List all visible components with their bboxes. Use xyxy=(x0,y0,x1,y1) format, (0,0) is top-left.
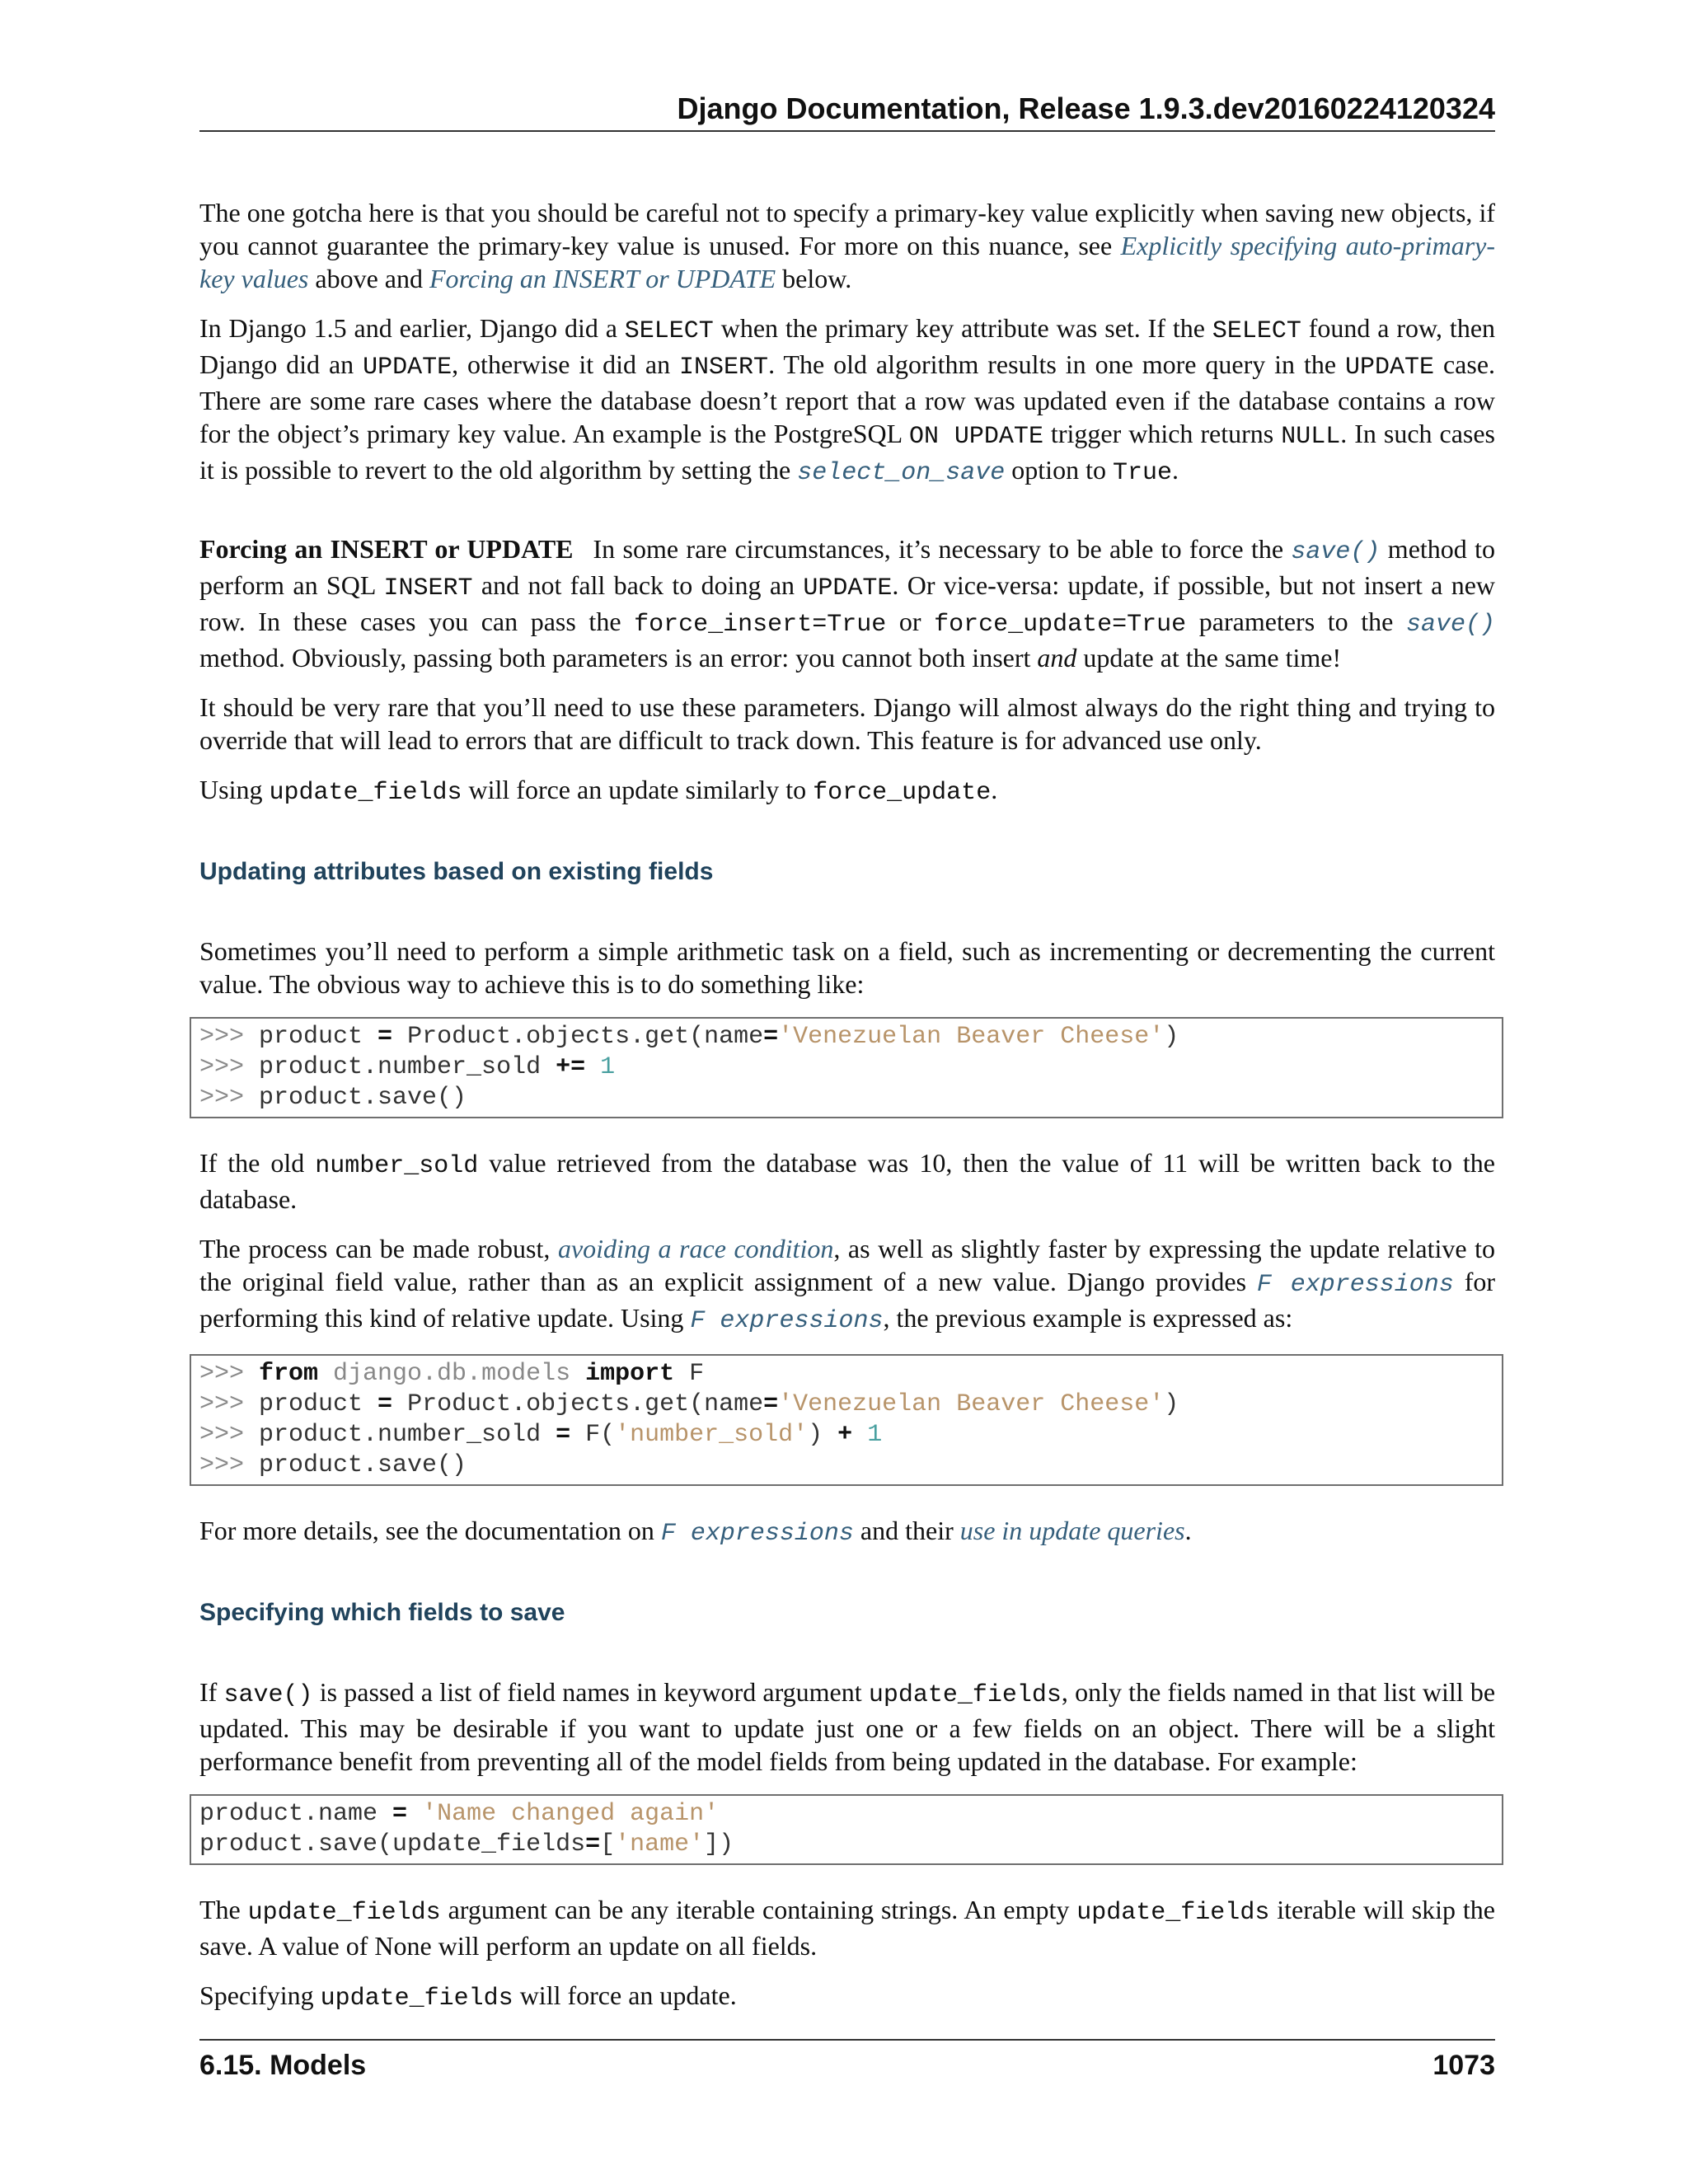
code-block-f-expression: >>> from django.db.models import F >>> product = Product.objects.get(name='Venezuelan Beaver Cheese') >>> product.number_sold = F('number_sold') + 1 >>> product.save() xyxy=(190,1354,1503,1486)
footer-section: 6.15. Models xyxy=(199,2050,367,2081)
inline-code: True xyxy=(1112,459,1172,487)
inline-code: update_fields xyxy=(868,1681,1062,1709)
inline-code: INSERT xyxy=(679,354,769,382)
link-update-queries[interactable]: use in update queries xyxy=(959,1516,1185,1545)
code-block-increment: >>> product = Product.objects.get(name='Venezuelan Beaver Cheese') >>> product.number_sold += 1 >>> product.save() xyxy=(190,1017,1503,1118)
link-save-method[interactable]: save() xyxy=(1291,538,1381,566)
link-forcing-insert-update[interactable]: Forcing an INSERT or UPDATE xyxy=(429,264,776,293)
inline-code: UPDATE xyxy=(363,354,452,382)
paragraph-specifying-update-fields: Specifying update_fields will force an update. xyxy=(199,1980,737,2013)
paragraph-django-15-select: In Django 1.5 and earlier, Django did a SELECT when the primary key attribute was set. If the SELECT found a row, then Django did an UPDATE, otherwise it did an INSERT. The old algorithm results in one more query in the UPDATE case. There are some rare cases where the database doesn’t report that a row was updated even if the database contains a row for the object’s primary key value. An example is the PostgreSQL ON UPDATE trigger which returns NULL. In such cases it is possible to revert to the old algorithm by setting the select_on_save option to True. xyxy=(199,313,1496,487)
inline-code: update_fields xyxy=(269,779,462,807)
link-select-on-save[interactable]: select_on_save xyxy=(797,459,1006,487)
inline-code: UPDATE xyxy=(803,574,893,602)
inline-code: update_fields xyxy=(320,1985,513,2013)
paragraph-number-sold: If the old number_sold value retrieved from the database was 10, then the value of 11 will be written back to the database. xyxy=(199,1148,1496,1214)
page-content xyxy=(199,196,1495,2032)
footer-rule xyxy=(199,2039,1495,2041)
running-footer xyxy=(199,2047,1495,2083)
paragraph-update-fields-list: If save() is passed a list of field names in keyword argument update_fields, only the fields named in that list will be updated. This may be desirable if you want to update just one or a few fields on an object. There will be a slight performance benefit from preventing all of the model fields from being updated in the database. For example: xyxy=(199,1677,1496,1776)
inline-code: SELECT xyxy=(624,317,714,345)
inline-code: UPDATE xyxy=(1345,354,1435,382)
link-f-expressions[interactable]: F expressions xyxy=(1256,1271,1454,1299)
paragraph-rare-use: It should be very rare that you’ll need to use these parameters. Django will almost always do the right thing and trying to override that will lead to errors that are difficult to track down. This feature is for advanced use only. xyxy=(199,692,1495,755)
paragraph-arithmetic-task: Sometimes you’ll need to perform a simple arithmetic task on a field, such as incrementing or decrementing the current value. The obvious way to achieve this is to do something like: xyxy=(199,936,1495,999)
inline-code: update_fields xyxy=(247,1899,441,1927)
paragraph-update-fields-force: Using update_fields will force an update similarly to force_update. xyxy=(199,775,998,807)
paragraph-forcing-insert-update: Forcing an INSERT or UPDATE In some rare circumstances, it’s necessary to be able to force the save() method to perform an SQL INSERT and not fall back to doing an UPDATE. Or vice-versa: update, if possible, but not insert a new row. In these cases you can pass the force_insert=True or force_update=True parameters to the save() method. Obviously, passing both parameters is an error: you cannot both insert and update at the same time! xyxy=(199,534,1496,673)
paragraph-update-fields-iterable: The update_fields argument can be any iterable containing strings. An empty update_fields iterable will skip the save. A value of None will perform an update on all fields. xyxy=(199,1895,1496,1961)
link-race-condition[interactable]: avoiding a race condition xyxy=(557,1234,834,1263)
inline-code: force_insert=True xyxy=(634,611,887,639)
header-rule xyxy=(199,130,1495,132)
paragraph-more-details: For more details, see the documentation on F expressions and their use in update queries. xyxy=(199,1516,1192,1548)
inline-code: force_update xyxy=(813,779,992,807)
inline-code: update_fields xyxy=(1076,1899,1270,1927)
link-f-expressions[interactable]: F expressions xyxy=(690,1307,884,1335)
section-heading-specifying-fields: Specifying which fields to save xyxy=(199,1599,565,1626)
running-header: Django Documentation, Release 1.9.3.dev20160224120324 xyxy=(677,91,1495,125)
inline-code: NULL xyxy=(1281,423,1341,451)
inline-code: save() xyxy=(223,1681,313,1709)
inline-code: INSERT xyxy=(383,574,473,602)
section-heading-updating-attributes: Updating attributes based on existing fields xyxy=(199,858,714,885)
paragraph-primary-key-gotcha: The one gotcha here is that you should be careful not to specify a primary-key value explicitly when saving new objects, if you cannot guarantee the primary-key value is unused. For more on this nuance, see Explicitly specifying auto-primary-key values above and Forcing an INSERT or UPDATE below. xyxy=(199,198,1496,293)
link-explicit-primary-key[interactable]: Explicitly specifying auto-primary-key values xyxy=(199,231,1496,293)
inline-code: ON UPDATE xyxy=(908,423,1043,451)
inline-code: force_update=True xyxy=(934,611,1187,639)
link-save-method[interactable]: save() xyxy=(1405,611,1496,639)
link-f-expressions[interactable]: F expressions xyxy=(660,1520,854,1548)
paragraph-race-condition: The process can be made robust, avoiding a race condition, as well as slightly faster by expressing the update relative to the original field value, rather than as an explicit assignment of a new value. Django provides F expressions for performing this kind of relative update. Using F expressions, the previous example is expressed as: xyxy=(199,1234,1496,1335)
inline-code: number_sold xyxy=(315,1152,479,1180)
runin-heading: Forcing an INSERT or UPDATE xyxy=(199,534,574,564)
inline-code: SELECT xyxy=(1212,317,1301,345)
page-number: 1073 xyxy=(1432,2050,1495,2081)
code-block-update-fields: product.name = 'Name changed again' product.save(update_fields=['name']) xyxy=(190,1794,1503,1865)
